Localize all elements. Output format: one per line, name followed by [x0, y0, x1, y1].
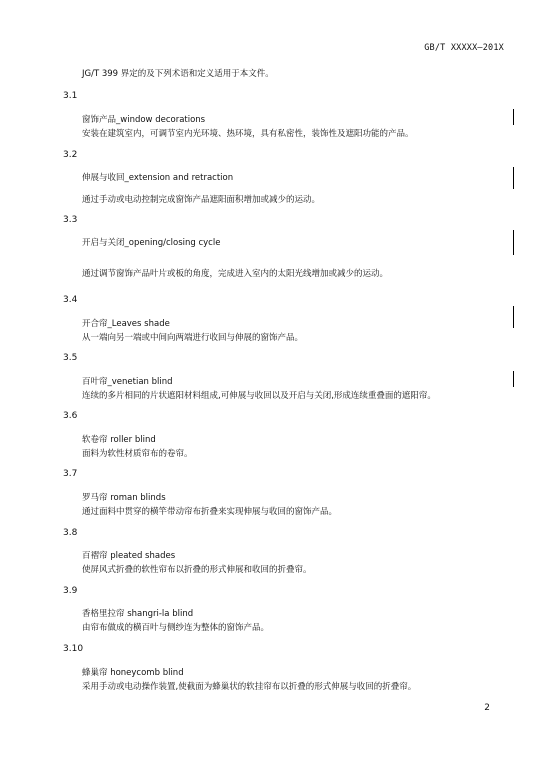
revision-mark — [513, 167, 514, 189]
standard-code: GB/T XXXXX—201X — [424, 43, 504, 53]
term-definition: 连续的多片相同的片状遮阳材料组成,可伸展与收回以及开启与关闭,形成连续重叠面的遮阳帘。 — [82, 391, 436, 401]
term-title: 香格里拉帘 shangri-la blind — [82, 609, 194, 619]
term-definition: 通过手动或电动控制完成窗饰产品遮阳面积增加或减少的运动。 — [82, 195, 321, 205]
clause-number: 3.4 — [63, 295, 78, 305]
clause-number: 3.2 — [63, 150, 78, 160]
clause-number: 3.3 — [63, 215, 78, 225]
clause-number: 3.1 — [63, 91, 78, 101]
clause-number: 3.5 — [63, 353, 78, 363]
term-title: 窗饰产品_window decorations — [82, 115, 206, 125]
term-definition: 使屏风式折叠的软性帘布以折叠的形式伸展和收回的折叠帘。 — [82, 565, 312, 575]
term-definition: 通过面料中贯穿的横竿带动帘布折叠来实现伸展与收回的窗饰产品。 — [82, 507, 338, 517]
term-definition: 由帘布做成的横百叶与侧纱连为整体的窗饰产品。 — [82, 623, 270, 633]
clause-number: 3.6 — [63, 411, 78, 421]
revision-mark — [513, 230, 514, 255]
revision-mark — [513, 306, 514, 328]
term-definition: 安装在建筑室内，可调节室内光环境、热环境，具有私密性，装饰性及遮阳功能的产品。 — [82, 129, 414, 139]
term-definition: 面料为软性材质帘布的卷帘。 — [82, 449, 193, 459]
intro-text: JG/T 399 界定的及下列术语和定义适用于本文件。 — [82, 69, 274, 79]
revision-mark — [513, 109, 514, 125]
term-title: 伸展与收回_extension and retraction — [82, 173, 234, 183]
term-title: 百褶帘 pleated shades — [82, 551, 176, 561]
page-number: 2 — [484, 703, 490, 713]
clause-number: 3.7 — [63, 469, 78, 479]
revision-mark — [513, 371, 514, 387]
term-title: 软卷帘 roller blind — [82, 435, 156, 445]
clause-number: 3.9 — [63, 586, 78, 596]
term-definition: 从一端向另一端或中间向两端进行收回与伸展的窗饰产品。 — [82, 333, 304, 343]
term-title: 百叶帘_venetian blind — [82, 377, 173, 387]
term-definition: 通过调节窗饰产品叶片或板的角度，完成进入室内的太阳光线增加或减少的运动。 — [82, 269, 389, 279]
clause-number: 3.10 — [63, 644, 84, 654]
term-title: 蜂巢帘 honeycomb blind — [82, 668, 184, 678]
term-title: 开启与关闭_opening/closing cycle — [82, 238, 221, 248]
term-title: 开合帘_Leaves shade — [82, 319, 170, 329]
term-title: 罗马帘 roman blinds — [82, 493, 166, 503]
term-definition: 采用手动或电动操作装置,使截面为蜂巢状的软挂帘布以折叠的形式伸展与收回的折叠帘。 — [82, 682, 417, 692]
clause-number: 3.8 — [63, 528, 78, 538]
